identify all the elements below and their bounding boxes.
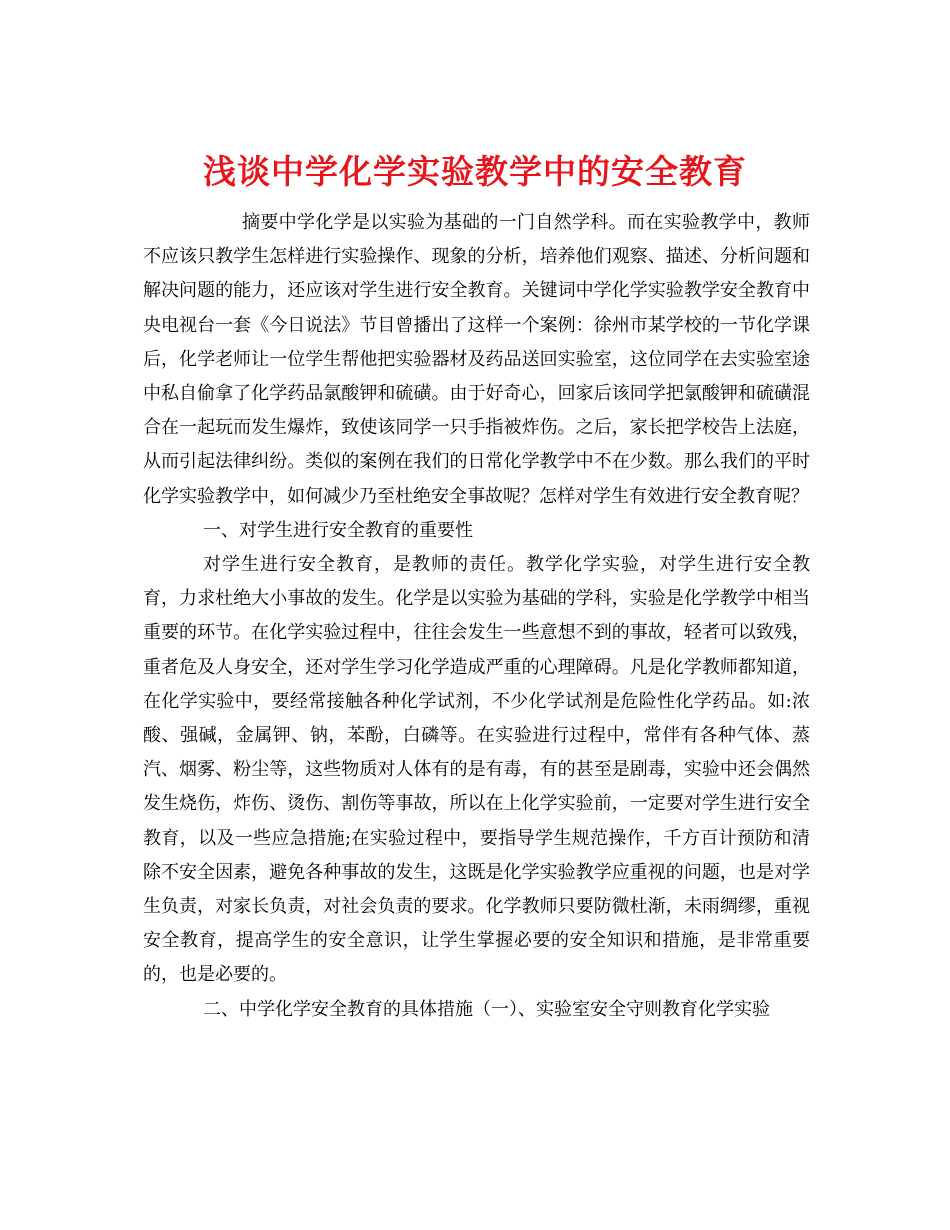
section-heading-2: 二、中学化学安全教育的具体措施（一）、实验室安全守则教育化学实验 bbox=[203, 998, 770, 1020]
body-paragraph: 对学生进行安全教育，是教师的责任。教学化学实验，对学生进行安全教育，力求杜绝大小事故的发生。化学是以实验为基础的学科，实验是化学教学中相当重要的环节。在化学实验过程中，往往会发生一些意想不到的事故，轻者可以致残，重者危及人身安全，还对学生学习化学造成严重的心理障碍。凡是化学教师都知道，在化学实验中，要经常接触各种化学试剂，不少化学试剂是危险性化学药品。如:浓酸、强碱，金属钾、钠，苯酚，白磷等。在实验进行过程中，常伴有各种气体、蒸汽、烟雾、粉尘等，这些物质对人体有的是有毒，有的甚至是剧毒，实验中还会偶然发生烧伤，炸伤、烫伤、割伤等事故，所以在上化学实验前，一定要对学生进行安全教育，以及一些应急措施;在实验过程中，要指导学生规范操作，千方百计预防和清除不安全因素，避免各种事故的发生，这既是化学实验教学应重视的问题，也是对学生负责，对家长负责，对社会负责的要求。化学教师只要防微杜渐，未雨绸缪，重视安全教育，提高学生的安全意识，让学生掌握必要的安全知识和措施，是非常重要的，也是必要的。 bbox=[143, 554, 810, 986]
section-heading-1: 一、对学生进行安全教育的重要性 bbox=[203, 519, 473, 541]
abstract-paragraph: 摘要中学化学是以实验为基础的一门自然学科。而在实验教学中，教师不应该只教学生怎样进行实验操作、现象的分析，培养他们观察、描述、分析问题和解决问题的能力，还应该对学生进行安全教育。关键词中学化学实验教学安全教育中央电视台一套《今日说法》节目曾播出了这样一个案例：徐州市某学校的一节化学课后，化学老师让一位学生帮他把实验器材及药品送回实验室，这位同学在去实验室途中私自偷拿了化学药品氯酸钾和硫磺。由于好奇心，回家后该同学把氯酸钾和硫磺混合在一起玩而发生爆炸，致使该同学一只手指被炸伤。之后，家长把学校告上法庭，从而引起法律纠纷。类似的案例在我们的日常化学教学中不在少数。那么我们的平时化学实验教学中，如何减少乃至杜绝安全事故呢？怎样对学生有效进行安全教育呢？ bbox=[143, 212, 810, 507]
document-body bbox=[143, 206, 810, 1027]
document-title: 浅谈中学化学实验教学中的安全教育 bbox=[203, 152, 747, 192]
